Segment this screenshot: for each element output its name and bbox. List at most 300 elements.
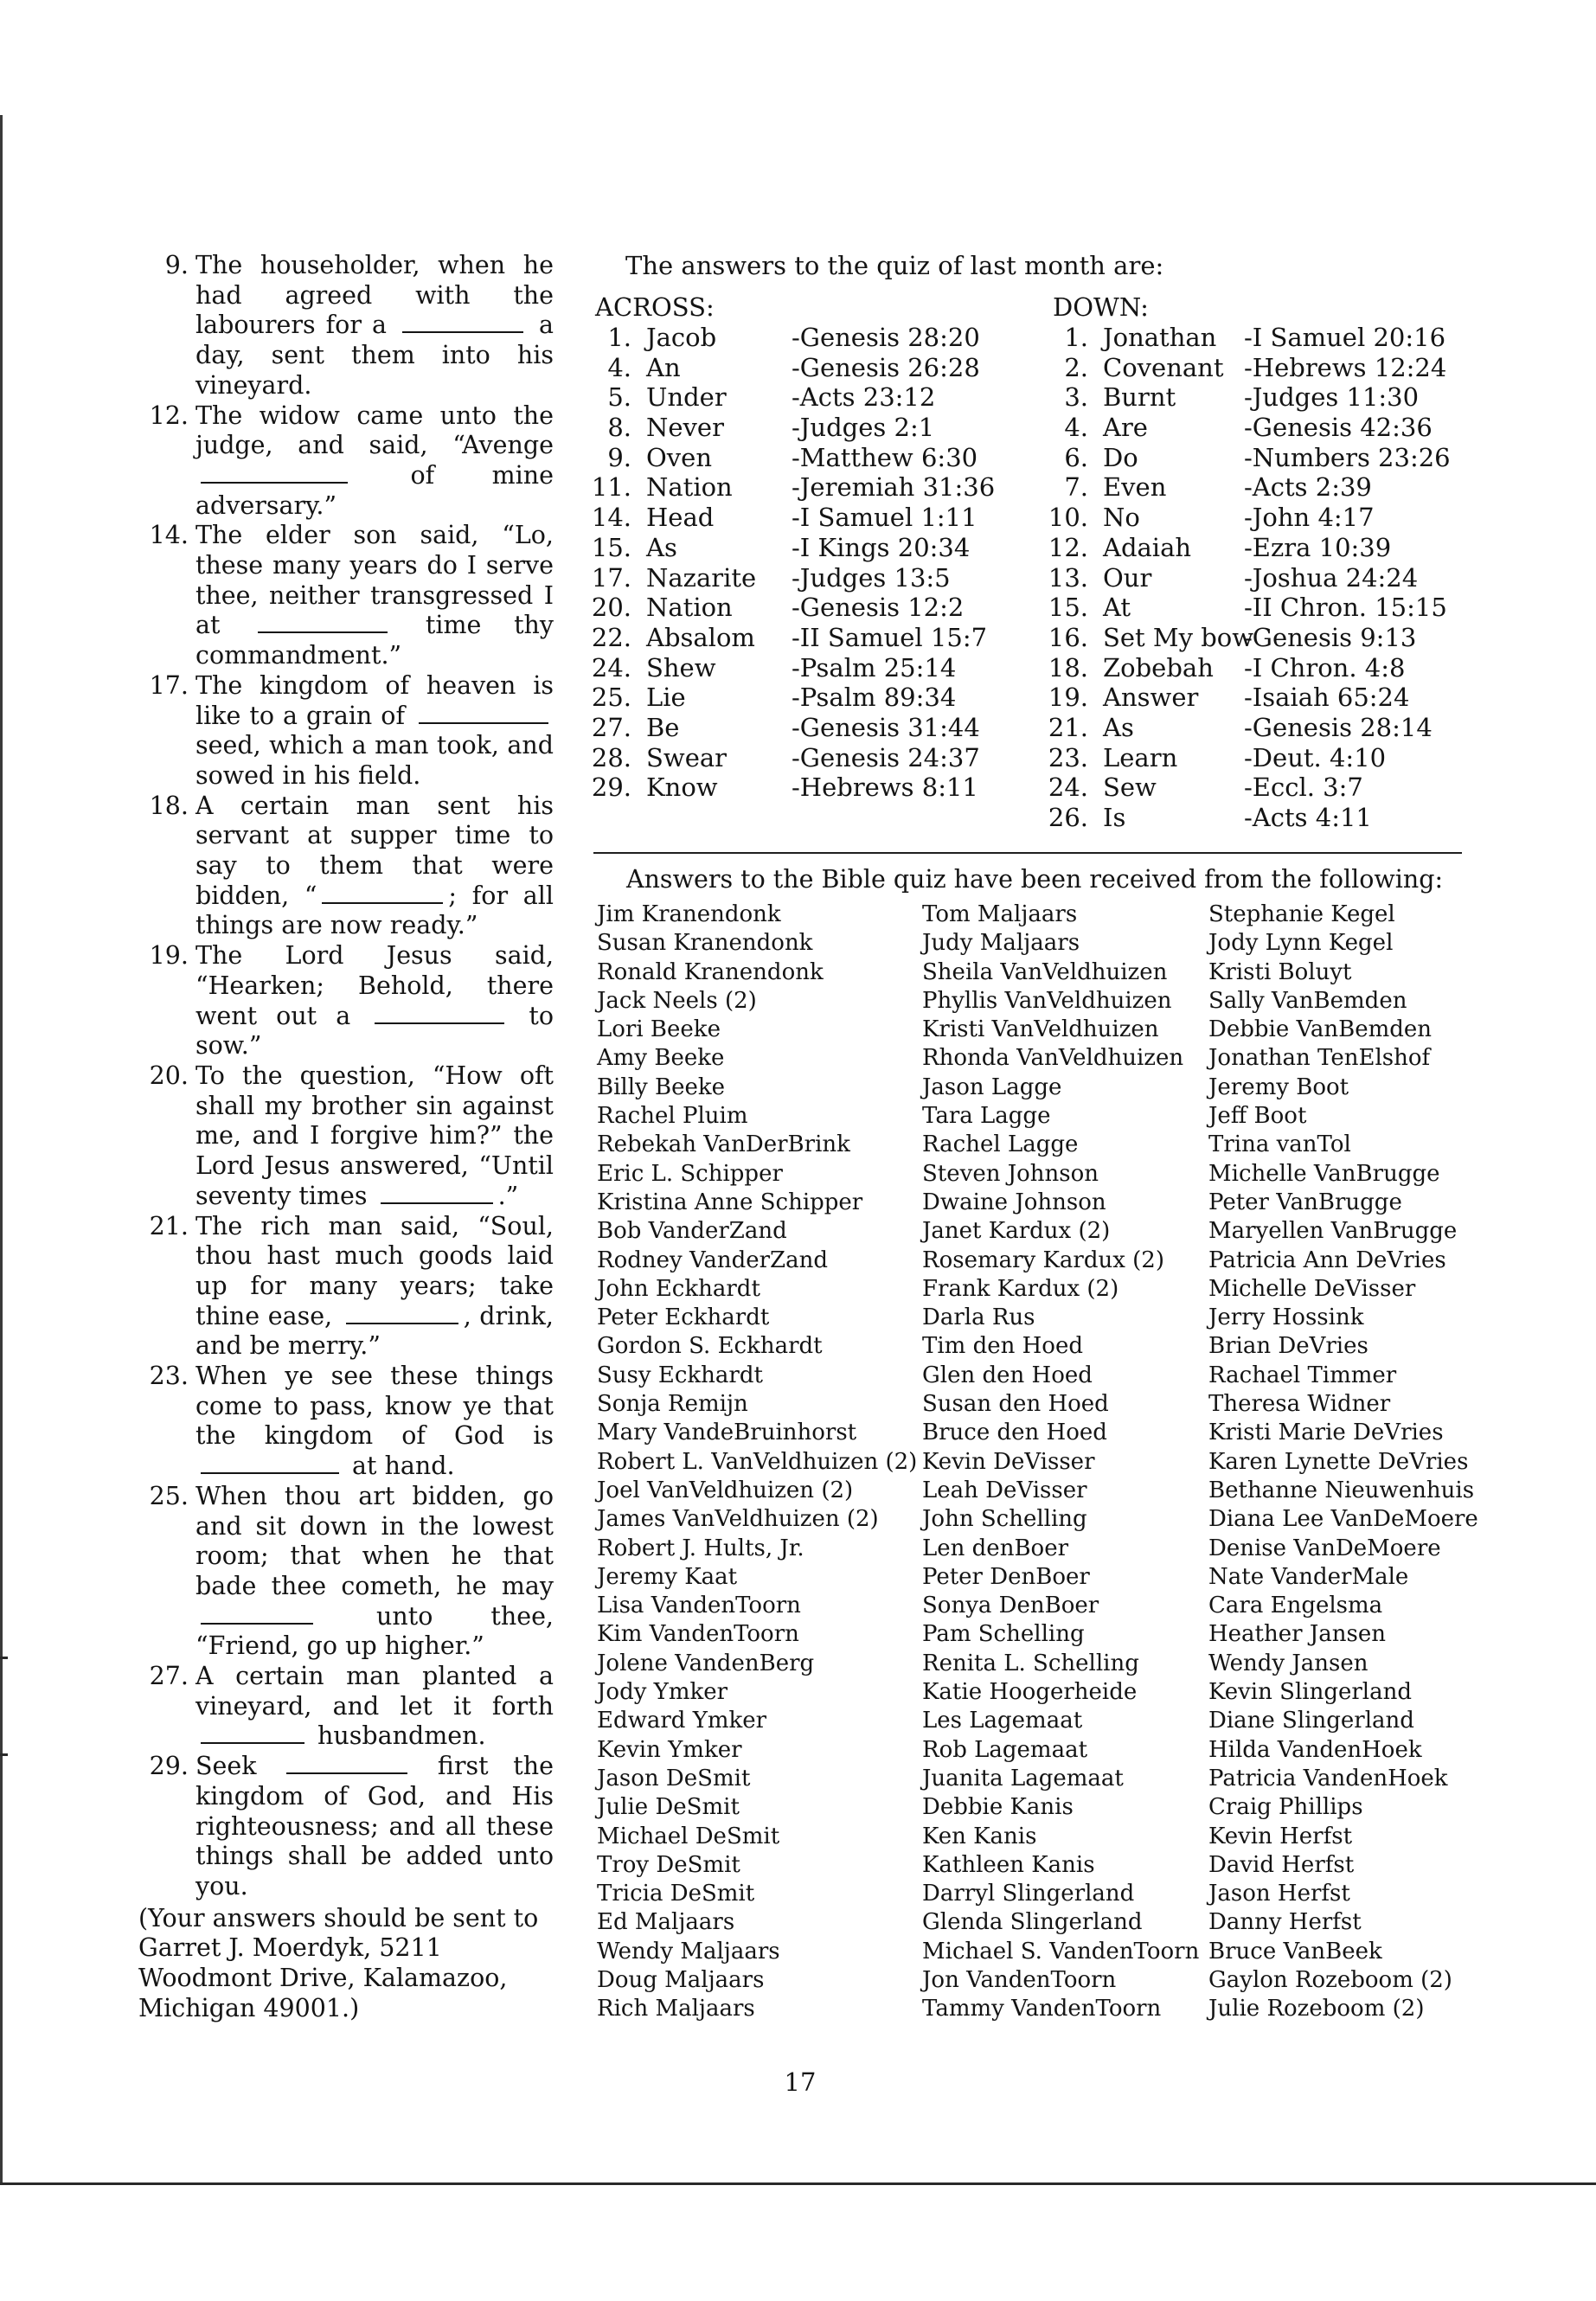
answer-word: Nation: [646, 472, 733, 503]
page-bottom-rule: [0, 2182, 1596, 2185]
across-answer-row: [591, 562, 1029, 593]
respondent-name: Jody Lynn Kegel: [1208, 930, 1394, 957]
respondent-name: Jim Kranendonk: [597, 901, 781, 927]
question-text-segment: A certain man sent his servant at supper time to say to them that were bidden, “: [195, 791, 554, 910]
clue-number: 5.: [607, 382, 631, 413]
answer-word: Sew: [1103, 772, 1157, 803]
question-text-segment: , drink, and be merry.”: [195, 1301, 554, 1361]
across-answers: [591, 323, 1029, 803]
answer-word: Zobebah: [1103, 652, 1214, 683]
across-answer-row: [597, 382, 1029, 413]
quiz-question: [149, 1752, 554, 1902]
respondent-name: Steven Johnson: [922, 1160, 1099, 1187]
down-answer-row: [1048, 742, 1469, 773]
respondent-name: Jolene VandenBerg: [597, 1650, 815, 1676]
question-text-segment: A certain man planted a vineyard, and let it forth: [195, 1662, 554, 1721]
down-answer-row: [1054, 382, 1469, 413]
answer-word: An: [646, 352, 681, 382]
scripture-reference: -Eccl. 3:7: [1244, 772, 1363, 803]
scripture-reference: -Genesis 31:44: [792, 712, 980, 742]
across-answer-row: [591, 622, 1029, 653]
question-number: 14.: [149, 521, 189, 550]
answer-word: Be: [646, 712, 680, 742]
respondent-name: Jody Ymker: [597, 1679, 728, 1706]
scripture-reference: -I Chron. 4:8: [1244, 652, 1406, 683]
down-answer-row: [1054, 413, 1469, 443]
respondent-name: Darla Rus: [922, 1304, 1035, 1331]
respondent-name: Sonja Remijn: [597, 1391, 748, 1418]
scripture-reference: -II Chron. 15:15: [1244, 593, 1447, 623]
across-answer-row: [591, 652, 1029, 683]
respondent-name: Darryl Slingerland: [922, 1881, 1135, 1907]
respondent-name: Glen den Hoed: [922, 1362, 1093, 1388]
down-answer-row: [1048, 503, 1469, 533]
question-text-segment: at hand.: [344, 1452, 455, 1481]
scripture-reference: -Psalm 25:14: [792, 652, 957, 683]
question-text-segment: When thou art bidden, go and sit down in the lowest room; that when he that bade thee cometh, he may: [195, 1481, 554, 1600]
clue-number: 4.: [607, 352, 631, 382]
respondent-name: Rodney VanderZand: [597, 1247, 829, 1273]
clue-number: 15.: [1048, 593, 1088, 623]
answer-blank: [201, 481, 348, 484]
clue-number: 4.: [1064, 413, 1088, 443]
answer-word: Is: [1103, 803, 1126, 832]
down-answer-row: [1048, 562, 1469, 593]
respondent-name: Sonya DenBoer: [922, 1593, 1099, 1619]
respondent-name: Renita L. Schelling: [922, 1650, 1139, 1676]
clue-number: 24.: [591, 652, 631, 683]
respondent-name: Judy Maljaars: [922, 930, 1080, 957]
respondent-name: Kim VandenToorn: [597, 1621, 799, 1648]
respondent-name: Gaylon Rozeboom (2): [1208, 1966, 1452, 1993]
respondent-name: Susan Kranendonk: [597, 930, 813, 957]
respondent-name: Rob Lagemaat: [922, 1736, 1088, 1763]
respondent-name: Peter Eckhardt: [597, 1304, 770, 1331]
answer-word: Oven: [646, 442, 712, 472]
respondent-name: Michelle VanBrugge: [1208, 1160, 1440, 1187]
question-text-segment: The widow came unto the judge, and said, “Avenge: [195, 401, 554, 460]
scripture-reference: -Genesis 28:14: [1244, 712, 1433, 742]
question-text-segment: unto thee, “Friend, go up higher.”: [195, 1601, 554, 1661]
across-answer-row: [597, 413, 1029, 443]
answer-word: As: [646, 532, 677, 562]
clue-number: 6.: [1064, 442, 1088, 472]
scripture-reference: -Hebrews 12:24: [1244, 352, 1447, 382]
answer-word: Nazarite: [646, 562, 757, 593]
respondent-name: Mary VandeBruinhorst: [597, 1420, 857, 1446]
down-answer-row: [1048, 593, 1469, 623]
respondent-name: Tom Maljaars: [922, 901, 1078, 927]
across-answer-row: [591, 532, 1029, 563]
across-answer-row: [591, 742, 1029, 773]
scripture-reference: -Judges 13:5: [792, 562, 951, 593]
answers-heading: The answers to the quiz of last month are:: [625, 251, 1164, 280]
answer-word: Our: [1103, 562, 1152, 593]
clue-number: 26.: [1048, 803, 1088, 832]
edge-tick: [0, 1657, 8, 1659]
down-answer-row: [1054, 472, 1469, 503]
clue-number: 2.: [1064, 352, 1088, 382]
respondent-name: Ken Kanis: [922, 1823, 1037, 1849]
respondent-name: James VanVeldhuizen (2): [597, 1506, 879, 1533]
answer-blank: [201, 1471, 339, 1474]
question-number: 29.: [149, 1752, 189, 1781]
respondent-name: Bruce den Hoed: [922, 1420, 1107, 1446]
across-label: ACROSS:: [595, 292, 715, 322]
clue-number: 10.: [1048, 503, 1088, 533]
clue-number: 19.: [1048, 683, 1088, 713]
scripture-reference: -I Samuel 20:16: [1244, 323, 1446, 352]
quiz-question: [156, 251, 554, 401]
answer-word: Jacob: [646, 323, 717, 352]
respondent-name: David Herfst: [1208, 1851, 1355, 1878]
answer-word: Nation: [646, 593, 733, 623]
question-number: 23.: [149, 1362, 189, 1391]
question-text: [195, 251, 554, 401]
question-text: [195, 941, 554, 1061]
respondent-name: Tricia DeSmit: [597, 1881, 755, 1907]
scripture-reference: -Matthew 6:30: [792, 442, 978, 472]
scripture-reference: -Genesis 26:28: [792, 352, 980, 382]
answer-blank: [201, 1741, 304, 1744]
question-number: 25.: [149, 1481, 189, 1510]
respondent-name: Nate VanderMale: [1208, 1563, 1409, 1590]
respondent-name: Kevin Herfst: [1208, 1823, 1353, 1849]
across-answer-row: [591, 472, 1029, 503]
clue-number: 15.: [591, 532, 631, 562]
scripture-reference: -Acts 4:11: [1244, 803, 1372, 832]
answer-word: Shew: [646, 652, 716, 683]
scripture-reference: -Ezra 10:39: [1244, 532, 1392, 562]
clue-number: 23.: [1048, 742, 1088, 772]
scripture-reference: -Psalm 89:34: [792, 683, 957, 713]
clue-number: 9.: [607, 442, 631, 472]
down-answer-row: [1048, 683, 1469, 713]
respondent-name: Jeremy Boot: [1208, 1074, 1349, 1100]
respondent-name: Jeff Boot: [1208, 1103, 1307, 1130]
respondent-name: John Eckhardt: [597, 1275, 760, 1302]
submission-note: (Your answers should be sent to Garret J. Moerdyk, 5211 Woodmont Drive, Kalamazoo, Michigan 49001.): [138, 1903, 539, 2022]
question-text-segment: Seek: [195, 1752, 282, 1781]
question-text-segment: The kingdom of heaven is like to a grain of: [195, 670, 554, 730]
question-number: 18.: [149, 791, 189, 820]
question-text-segment: to sow.”: [195, 1001, 554, 1061]
respondent-name: Jason DeSmit: [597, 1765, 751, 1791]
clue-number: 20.: [591, 593, 631, 623]
scripture-reference: -II Samuel 15:7: [792, 622, 988, 652]
answer-blank: [402, 330, 523, 333]
down-answer-row: [1054, 323, 1469, 353]
question-text-segment: seed, which a man took, and sowed in his field.: [195, 731, 554, 790]
respondent-name: Kevin DeVisser: [922, 1448, 1095, 1475]
page-number: 17: [784, 2067, 817, 2097]
across-answer-row: [597, 323, 1029, 353]
names-column-3: [1208, 901, 1478, 2024]
answer-blank: [346, 1322, 458, 1324]
quiz-questions: [138, 251, 554, 2023]
question-number: 27.: [149, 1662, 189, 1691]
clue-number: 8.: [607, 413, 631, 443]
respondent-name: Dwaine Johnson: [922, 1189, 1106, 1215]
respondent-name: Troy DeSmit: [597, 1851, 740, 1878]
respondent-name: Robert J. Hults, Jr.: [597, 1535, 804, 1561]
down-answers: [1048, 323, 1469, 833]
across-answer-row: [597, 353, 1029, 383]
answer-word: At: [1103, 593, 1131, 623]
scripture-reference: -Genesis 24:37: [792, 742, 980, 772]
respondent-name: Amy Beeke: [597, 1045, 725, 1072]
respondent-name: John Schelling: [922, 1506, 1087, 1533]
respondent-name: Katie Hoogerheide: [922, 1679, 1138, 1706]
respondent-name: Debbie VanBemden: [1208, 1016, 1433, 1043]
respondent-name: Edward Ymker: [597, 1708, 767, 1734]
down-answer-row: [1048, 712, 1469, 743]
respondent-name: Jack Neels (2): [597, 987, 757, 1014]
quiz-question: [149, 1211, 554, 1362]
down-label: DOWN:: [1053, 292, 1149, 322]
respondent-name: Karen Lynette DeVries: [1208, 1448, 1469, 1475]
scan-top-band: [0, 0, 1596, 115]
scripture-reference: -Jeremiah 31:36: [792, 472, 996, 503]
answer-word: Head: [646, 503, 715, 533]
question-text: [195, 1212, 554, 1362]
respondent-name: Len denBoer: [922, 1535, 1069, 1561]
clue-number: 24.: [1048, 772, 1088, 803]
answer-blank: [419, 721, 548, 724]
answer-blank: [381, 1202, 493, 1204]
question-text-segment: time thy commandment.”: [195, 611, 554, 670]
answer-blank: [322, 901, 443, 904]
clue-number: 22.: [591, 622, 631, 652]
clue-number: 7.: [1064, 472, 1088, 503]
respondent-name: Rhonda VanVeldhuizen: [922, 1045, 1184, 1072]
answer-blank: [286, 1772, 407, 1774]
question-text-segment: When ye see these things come to pass, know ye that the kingdom of God is: [195, 1362, 554, 1451]
down-answer-row: [1048, 652, 1469, 683]
scripture-reference: -Genesis 28:20: [792, 323, 980, 352]
respondent-name: Patricia Ann DeVries: [1208, 1247, 1446, 1273]
answer-word: Answer: [1103, 683, 1199, 713]
question-text: [195, 1362, 554, 1482]
answer-word: Know: [646, 772, 718, 803]
question-number: 19.: [149, 941, 189, 971]
question-text-segment: first the kingdom of God, and His righteousness; and all these things shall be added unto you.: [195, 1752, 554, 1900]
respondent-name: Tammy VandenToorn: [922, 1996, 1162, 2022]
answer-word: Covenant: [1103, 352, 1224, 382]
question-text: [195, 792, 554, 942]
clue-number: 17.: [591, 562, 631, 593]
clue-number: 21.: [1048, 712, 1088, 742]
across-answer-row: [591, 683, 1029, 713]
clue-number: 11.: [591, 472, 631, 503]
answer-word: Learn: [1103, 742, 1178, 772]
scripture-reference: -I Samuel 1:11: [792, 503, 977, 533]
across-answer-row: [591, 593, 1029, 623]
respondent-name: Rachael Timmer: [1208, 1362, 1397, 1388]
respondent-name: Tara Lagge: [922, 1103, 1051, 1130]
scripture-reference: -John 4:17: [1244, 503, 1375, 533]
edge-tick: [0, 1753, 8, 1756]
respondent-name: Juanita Lagemaat: [922, 1765, 1124, 1791]
names-column-2: [922, 901, 1199, 2024]
clue-number: 12.: [1048, 532, 1088, 562]
answer-word: Lie: [646, 683, 686, 713]
respondent-name: Les Lagemaat: [922, 1708, 1083, 1734]
respondent-name: Maryellen VanBrugge: [1208, 1218, 1458, 1245]
scripture-reference: -Genesis 42:36: [1244, 413, 1433, 443]
section-divider: [593, 852, 1462, 854]
across-answer-row: [597, 443, 1029, 473]
respondent-name: Michael DeSmit: [597, 1823, 780, 1849]
question-number: 12.: [149, 401, 189, 430]
respondent-name: Trina vanTol: [1208, 1131, 1351, 1158]
answer-word: Are: [1103, 413, 1148, 443]
answer-word: Absalom: [646, 622, 755, 652]
scripture-reference: -Isaiah 65:24: [1244, 683, 1410, 713]
across-answer-row: [591, 712, 1029, 743]
answer-word: Swear: [646, 742, 727, 772]
respondent-name: Patricia VandenHoek: [1208, 1765, 1448, 1791]
respondent-name: Joel VanVeldhuizen (2): [597, 1477, 854, 1503]
respondent-name: Stephanie Kegel: [1208, 901, 1395, 927]
across-answer-row: [591, 772, 1029, 803]
respondent-name: Hilda VandenHoek: [1208, 1736, 1422, 1763]
respondent-name: Rachel Lagge: [922, 1131, 1079, 1158]
clue-number: 13.: [1048, 562, 1088, 593]
respondent-name: Sheila VanVeldhuizen: [922, 958, 1168, 985]
respondent-name: Peter VanBrugge: [1208, 1189, 1402, 1215]
received-heading: Answers to the Bible quiz have been received from the following:: [626, 865, 1444, 894]
clue-number: 25.: [591, 683, 631, 713]
down-answer-row: [1048, 803, 1469, 833]
respondent-name: Denise VanDeMoere: [1208, 1535, 1441, 1561]
scripture-reference: -Genesis 12:2: [792, 593, 965, 623]
quiz-question: [149, 1481, 554, 1662]
respondent-name: Bruce VanBeek: [1208, 1938, 1382, 1965]
respondent-name: Lisa VandenToorn: [597, 1593, 801, 1619]
scripture-reference: -Hebrews 8:11: [792, 772, 978, 803]
scripture-reference: -Joshua 24:24: [1244, 562, 1419, 593]
question-text-segment: a day, sent them into his vineyard.: [195, 311, 554, 400]
respondent-name: Bethanne Nieuwenhuis: [1208, 1477, 1475, 1503]
respondent-name: Rebekah VanDerBrink: [597, 1131, 850, 1158]
respondent-name: Susan den Hoed: [922, 1391, 1109, 1418]
clue-number: 27.: [591, 712, 631, 742]
question-text-segment: The elder son said, “Lo, these many years do I serve thee, neither transgressed I at: [195, 521, 554, 640]
respondent-name: Kristi Marie DeVries: [1208, 1420, 1444, 1446]
question-text-segment: The householder, when he had agreed with the labourers for a: [195, 251, 554, 340]
respondent-name: Craig Phillips: [1208, 1794, 1363, 1821]
respondent-name: Sally VanBemden: [1208, 987, 1407, 1014]
down-answer-row: [1048, 532, 1469, 563]
respondent-name: Jon VandenToorn: [922, 1966, 1117, 1993]
question-number: 9.: [164, 251, 189, 279]
question-number: 17.: [149, 670, 189, 700]
answer-word: Even: [1103, 472, 1167, 503]
quiz-question: [149, 521, 554, 671]
respondent-name: Danny Herfst: [1208, 1909, 1362, 1936]
question-text: [195, 1061, 554, 1212]
respondent-name: Susy Eckhardt: [597, 1362, 763, 1388]
respondent-name: Robert L. VanVeldhuizen (2): [597, 1448, 918, 1475]
respondent-name: Eric L. Schipper: [597, 1160, 783, 1187]
respondent-name: Kevin Slingerland: [1208, 1679, 1412, 1706]
answer-word: Adaiah: [1103, 532, 1192, 562]
quiz-question: [149, 1061, 554, 1212]
respondent-name: Jeremy Kaat: [597, 1563, 738, 1590]
answer-blank: [258, 631, 388, 633]
clue-number: 18.: [1048, 652, 1088, 683]
down-answer-row: [1048, 622, 1469, 653]
respondent-name: Ronald Kranendonk: [597, 958, 824, 985]
respondent-name: Kevin Ymker: [597, 1736, 742, 1763]
down-answer-row: [1048, 772, 1469, 803]
clue-number: 16.: [1048, 622, 1088, 652]
respondent-name: Michelle DeVisser: [1208, 1275, 1416, 1302]
respondent-name: Kristi Boluyt: [1208, 958, 1352, 985]
scripture-reference: -Numbers 23:26: [1244, 442, 1451, 472]
scripture-reference: -I Kings 20:34: [792, 532, 971, 562]
quiz-question: [149, 401, 554, 522]
quiz-question: [149, 1362, 554, 1482]
scripture-reference: -Judges 11:30: [1244, 382, 1420, 413]
question-text: [195, 671, 554, 792]
clue-number: 29.: [591, 772, 631, 803]
scripture-reference: -Genesis 9:13: [1244, 622, 1417, 652]
question-text: [195, 521, 554, 671]
respondent-name: Billy Beeke: [597, 1074, 726, 1100]
quiz-question: [149, 791, 554, 942]
respondent-name: Jason Herfst: [1208, 1881, 1350, 1907]
respondent-name: Kristi VanVeldhuizen: [922, 1016, 1159, 1043]
respondent-name: Rosemary Kardux (2): [922, 1247, 1164, 1273]
across-answer-row: [591, 503, 1029, 533]
answer-word: No: [1103, 503, 1140, 533]
respondent-name: Cara Engelsma: [1208, 1593, 1383, 1619]
answer-word: Set My bow: [1103, 622, 1254, 652]
answer-word: Under: [646, 382, 727, 413]
answer-blank: [375, 1022, 504, 1024]
respondent-name: Jerry Hossink: [1208, 1304, 1364, 1331]
scripture-reference: -Judges 2:1: [792, 413, 935, 443]
scripture-reference: -Acts 23:12: [792, 382, 936, 413]
question-text-segment: husbandmen.: [310, 1721, 486, 1751]
question-text: [195, 1662, 554, 1752]
clue-number: 28.: [591, 742, 631, 772]
question-text-segment: The Lord Jesus said, “Hearken; Behold, there went out a: [195, 941, 554, 1030]
respondent-name: Heather Jansen: [1208, 1621, 1386, 1648]
names-column-1: [597, 901, 917, 2024]
question-text: [195, 1482, 554, 1662]
down-answer-row: [1054, 353, 1469, 383]
question-text-segment: The rich man said, “Soul, thou hast much goods laid up for many years; take thine ease,: [195, 1211, 554, 1330]
respondent-name: Ed Maljaars: [597, 1909, 735, 1936]
question-text-segment: of mine adversary.”: [195, 460, 554, 520]
quiz-question: [149, 941, 554, 1061]
question-text-segment: .”: [497, 1181, 519, 1210]
respondent-name: Rich Maljaars: [597, 1996, 755, 2022]
question-number: 20.: [149, 1061, 189, 1090]
respondent-name: Doug Maljaars: [597, 1966, 765, 1993]
respondent-name: Jason Lagge: [922, 1074, 1062, 1100]
answer-word: Burnt: [1103, 382, 1176, 413]
answer-word: Jonathan: [1103, 323, 1217, 352]
respondent-name: Pam Schelling: [922, 1621, 1085, 1648]
respondent-name: Glenda Slingerland: [922, 1909, 1143, 1936]
respondent-name: Julie DeSmit: [597, 1794, 740, 1821]
question-number: 21.: [149, 1211, 189, 1240]
respondent-name: Michael S. VandenToorn: [922, 1938, 1200, 1965]
